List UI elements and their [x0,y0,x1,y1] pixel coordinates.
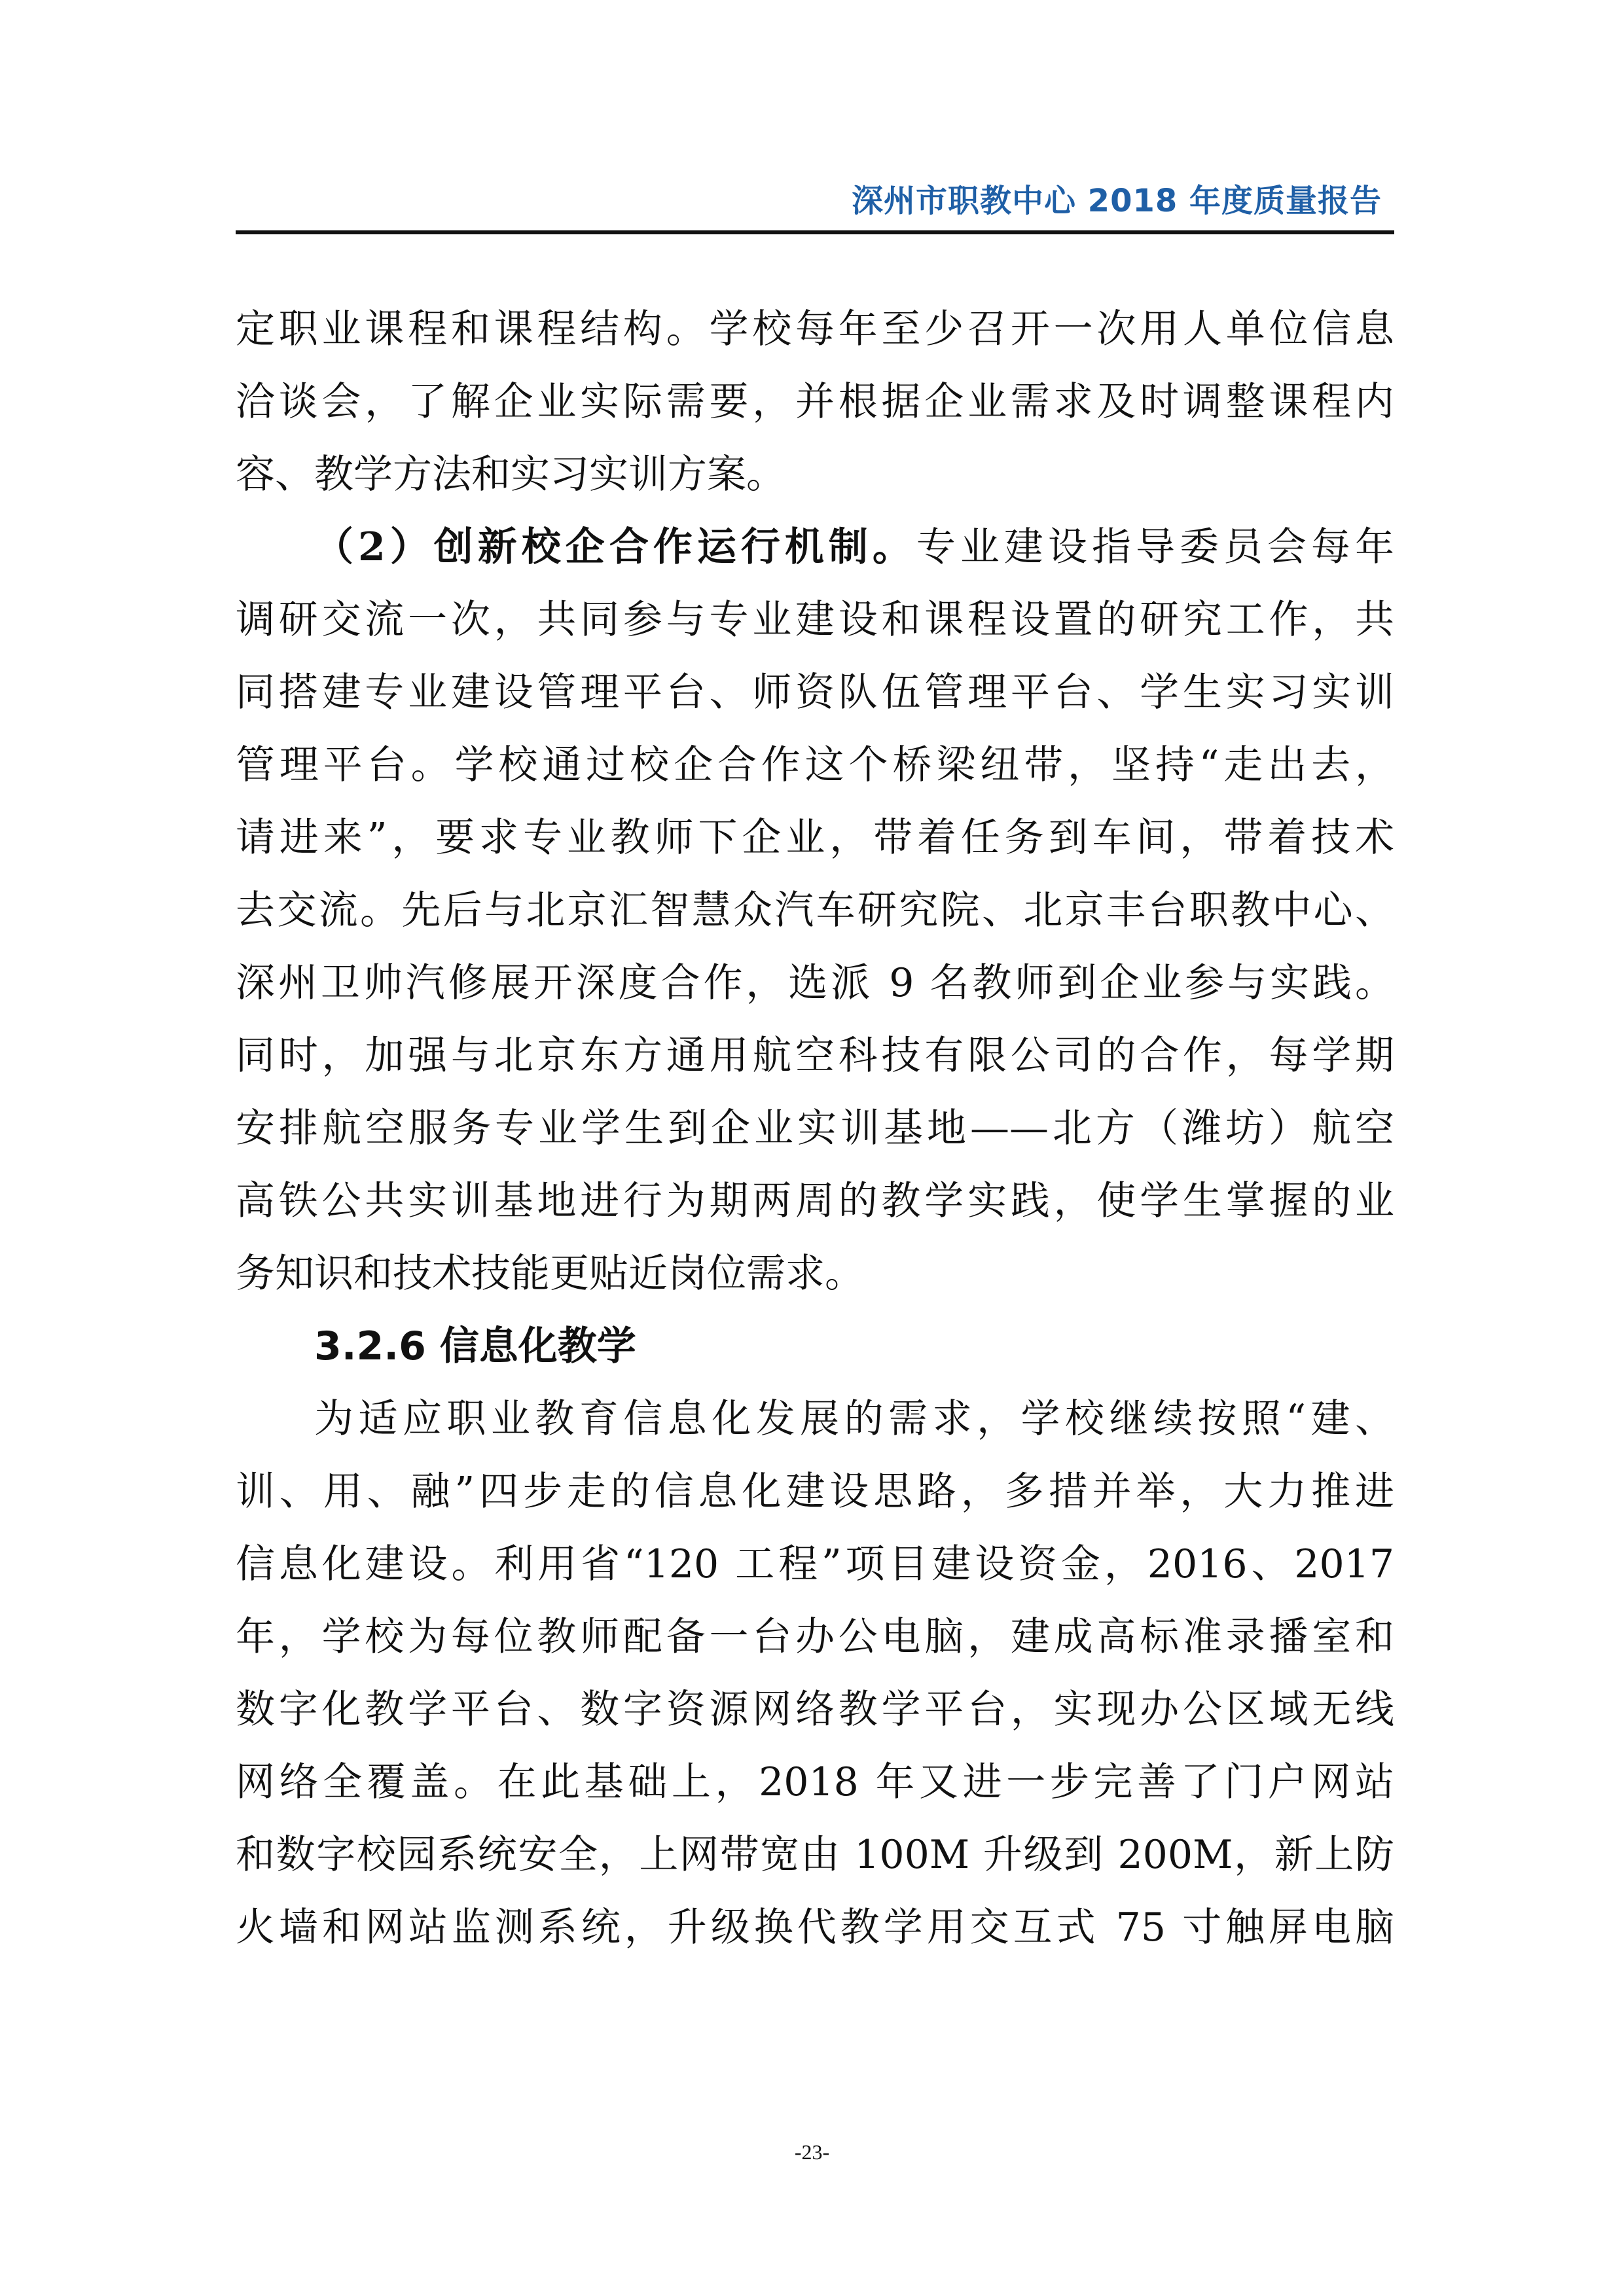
text-line: 年，学校为每位教师配备一台办公电脑，建成高标准录播室和 [236,1614,1394,1660]
paragraph-informatization [236,1383,1394,1964]
text-line: 容、教学方法和实习实训方案。 [236,452,785,497]
paragraph-lead-text: 专业建设指导委员会每年 [916,524,1394,570]
text-line: 调研交流一次，共同参与专业建设和课程设置的研究工作，共 [236,597,1394,643]
text-line: 训、用、融”四步走的信息化建设思路，多措并举，大力推进 [236,1469,1394,1515]
paragraph-lead-heading: （2）创新校企合作运行机制。 [314,524,916,570]
text-line: 信息化建设。利用省“120 工程”项目建设资金，2016、2017 [236,1541,1394,1587]
paragraph-curriculum [236,293,1394,511]
page-body [236,293,1394,1964]
text-line: 去交流。先后与北京汇智慧众汽车研究院、北京丰台职教中心、 [236,888,1394,933]
report-header-title: 深州市职教中心 2018 年度质量报告 [851,183,1382,219]
text-line: 请进来”，要求专业教师下企业，带着任务到车间，带着技术 [236,815,1394,861]
page-number: -23- [794,2140,830,2164]
text-line: 同时，加强与北京东方通用航空科技有限公司的合作，每学期 [236,1033,1394,1079]
text-line: 数字化教学平台、数字资源网络教学平台，实现办公区域无线 [236,1687,1394,1732]
text-line: 定职业课程和课程结构。学校每年至少召开一次用人单位信息 [236,306,1394,352]
text-line: 务知识和技术技能更贴近岗位需求。 [236,1251,864,1297]
paragraph-cooperation [236,511,1394,1310]
text-line: 火墙和网站监测系统，升级换代教学用交互式 75 寸触屏电脑 [236,1905,1394,1950]
text-line: 和数字校园系统安全，上网带宽由 100M 升级到 200M，新上防 [236,1832,1394,1878]
section-heading: 3.2.6 信息化教学 [314,1323,636,1369]
text-line [236,511,1394,584]
header-divider [236,230,1394,234]
text-line: 高铁公共实训基地进行为期两周的教学实践，使学生掌握的业 [236,1178,1394,1224]
text-line: 深州卫帅汽修展开深度合作，选派 9 名教师到企业参与实践。 [236,960,1394,1006]
text-line: 洽谈会，了解企业实际需要，并根据企业需求及时调整课程内 [236,379,1394,425]
text-line: 管理平台。学校通过校企合作这个桥梁纽带，坚持“走出去， [236,742,1394,788]
text-line: 同搭建专业建设管理平台、师资队伍管理平台、学生实习实训 [236,670,1394,715]
text-line: 为适应职业教育信息化发展的需求，学校继续按照“建、 [314,1396,1394,1442]
text-line: 网络全覆盖。在此基础上，2018 年又进一步完善了门户网站 [236,1759,1394,1805]
text-line: 安排航空服务专业学生到企业实训基地——北方（潍坊）航空 [236,1105,1394,1151]
